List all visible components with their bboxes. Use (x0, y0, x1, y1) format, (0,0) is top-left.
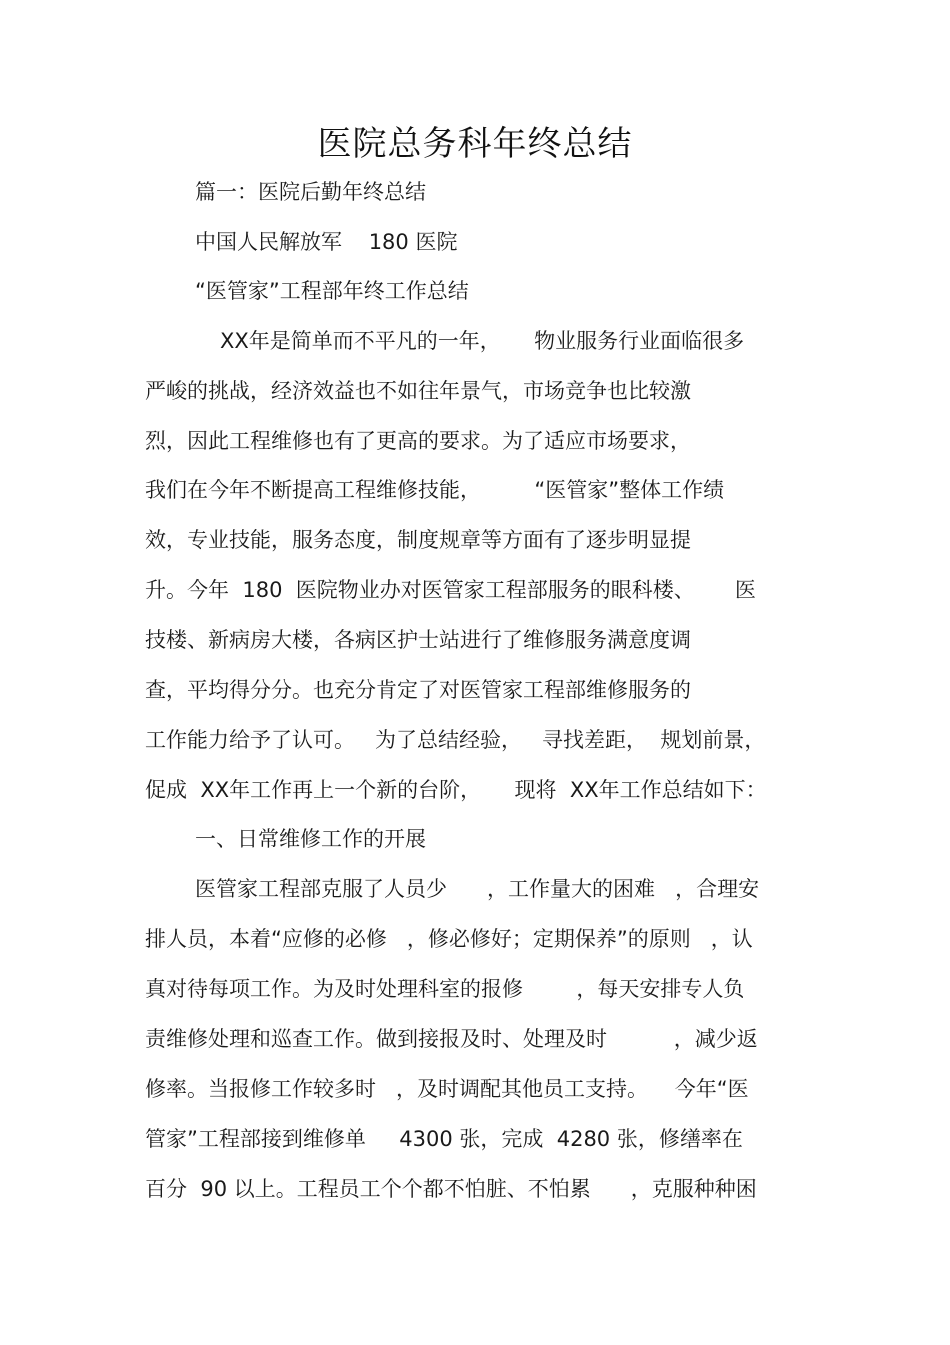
paragraph-line: 我们在今年不断提高工程维修技能， “医管家”整体工作绩 (145, 478, 725, 502)
paragraph-line: XX年是简单而不平凡的一年， 物业服务行业面临很多 (220, 329, 745, 353)
paragraph-line: 效，专业技能，服务态度，制度规章等方面有了逐步明显提 (145, 528, 691, 552)
section-heading: 一、日常维修工作的开展 (195, 827, 426, 851)
paragraph-line: 篇一：医院后勤年终总结 (195, 180, 426, 204)
paragraph-line: 医管家工程部克服了人员少 ，工作量大的困难 ，合理安 (195, 877, 760, 901)
paragraph-line: 管家”工程部接到维修单 4300 张，完成 4280 张，修缮率在 (145, 1127, 743, 1151)
paragraph-line: 百分 90 以上。工程员工个个都不怕脏、不怕累 ，克服种种困 (145, 1177, 757, 1201)
paragraph-line: 排人员，本着“应修的必修 ，修必修好；定期保养”的原则 ，认 (145, 927, 753, 951)
document-title: 医院总务科年终总结 (317, 124, 633, 164)
paragraph-line: 中国人民解放军 180 医院 (195, 230, 458, 254)
paragraph-line: 烈，因此工程维修也有了更高的要求。为了适应市场要求， (145, 429, 691, 453)
paragraph-line: 升。今年 180 医院物业办对医管家工程部服务的眼科楼、 医 (145, 578, 756, 602)
paragraph-line: 技楼、新病房大楼，各病区护士站进行了维修服务满意度调 (145, 628, 691, 652)
paragraph-line: 严峻的挑战，经济效益也不如往年景气，市场竞争也比较激 (145, 379, 691, 403)
paragraph-line: 责维修处理和巡查工作。做到接报及时、处理及时 ，减少返 (145, 1027, 758, 1051)
paragraph-line: “医管家”工程部年终工作总结 (195, 279, 469, 303)
paragraph-line: 修率。当报修工作较多时 ，及时调配其他员工支持。 今年“医 (145, 1077, 749, 1101)
paragraph-line: 工作能力给予了认可。 为了总结经验， 寻找差距， 规划前景， (145, 728, 766, 752)
paragraph-line: 真对待每项工作。为及时处理科室的报修 ，每天安排专人负 (145, 977, 745, 1001)
paragraph-line: 促成 XX年工作再上一个新的台阶， 现将 XX年工作总结如下： (145, 778, 767, 802)
paragraph-line: 查，平均得分分。也充分肯定了对医管家工程部维修服务的 (145, 678, 691, 702)
